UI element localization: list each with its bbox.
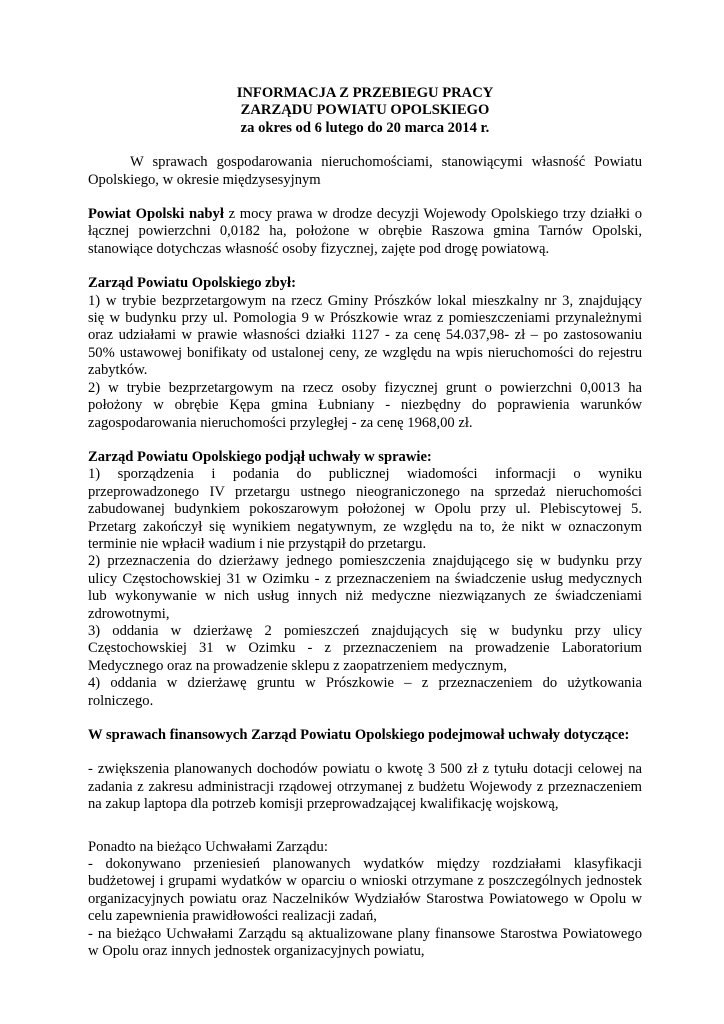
uchwaly-item-1-line-2: przeprowadzonego IV przetargu ustnego nieograniczonego na sprzedaż nieruchomości xyxy=(88,483,642,500)
ponadto-item-1-line-1: - dokonywano przeniesień planowanych wydatków między rozdziałami klasyfikacji xyxy=(88,856,642,873)
uchwaly-item-1-line-1: 1) sporządzenia i podania do publicznej wiadomości informacji o wyniku xyxy=(88,466,642,483)
uchwaly-item-1-line-4: Przetarg zakończył się wynikiem negatywnym, ze względu na to, że nikt w oznaczonym xyxy=(88,518,642,535)
nabyl-line-1 xyxy=(88,206,642,223)
finanse-line-1: - zwiększenia planowanych dochodów powiatu o kwotę 3 500 zł z tytułu dotacji celowej na xyxy=(88,761,642,778)
zbyl-item-2-line-3: zagospodarowania nieruchomości przyległej - za cenę 1968,00 zł. xyxy=(88,414,473,431)
nabyl-line-2: łącznej powierzchni 0,0182 ha, położone w obrębie Raszowa gmina Tarnów Opolski, xyxy=(88,223,642,240)
uchwaly-item-2-line-3: lub wykonywanie w nich usług innych niż medyczne niezwiązanych ze świadczeniami xyxy=(88,588,642,605)
zbyl-item-1-line-3: oraz udziałami w prawie własności działki 1127 - za cenę 54.037,98- zł – po zastosowaniu xyxy=(88,327,642,344)
ponadto-item-1-line-2: budżetowej i grupami wydatków w oparciu o wnioski otrzymane z poszczególnych jednostek xyxy=(88,873,642,890)
zbyl-item-1-line-4: 50% ustawowej bonifikaty od ustalonej ceny, ze względu na wpis nieruchomości do rejestru xyxy=(88,344,642,361)
nabyl-paragraph xyxy=(88,206,642,258)
ponadto-item-1-line-3: organizacyjnych powiatu oraz Naczelników Wydziałów Starostwa Powiatowego w Opolu w xyxy=(88,890,642,907)
zbyl-item-1-line-2: się w budynku przy ul. Pomologia 9 w Prószkowie wraz z pomieszczeniami przynależnymi xyxy=(88,310,642,327)
uchwaly-item-2-line-4: zdrowotnymi, xyxy=(88,605,170,622)
zbyl-item-2-line-1: 2) w trybie bezprzetargowym na rzecz osoby fizycznej grunt o powierzchni 0,0013 ha xyxy=(88,379,642,396)
uchwaly-item-1-line-3: zabudowanej budynkiem pokoszarowym położonej w Opolu przy ul. Plebiscytowej 5. xyxy=(88,501,642,518)
uchwaly-section xyxy=(88,449,642,710)
zbyl-item-1-line-5: zabytków. xyxy=(88,362,148,379)
uchwaly-item-2-line-2: ulicy Częstochowskiej 31 w Ozimku - z przeznaczeniem na świadczenie usług medycznych xyxy=(88,570,642,587)
uchwaly-heading: Zarząd Powiatu Opolskiego podjął uchwały w sprawie: xyxy=(88,448,432,465)
title-line-3: za okres od 6 lutego do 20 marca 2014 r. xyxy=(240,119,490,136)
intro-paragraph xyxy=(88,154,642,189)
document-title xyxy=(88,85,642,137)
title-line-2: ZARZĄDU POWIATU OPOLSKIEGO xyxy=(240,102,490,119)
title-line-1: INFORMACJA Z PRZEBIEGU PRACY xyxy=(236,85,494,101)
uchwaly-item-3-line-3: Medycznego oraz na prowadzenie sklepu z zaopatrzeniem medycznym, xyxy=(88,657,507,674)
uchwaly-item-4-line-1: 4) oddania w dzierżawę gruntu w Prószkowie – z przeznaczeniem do użytkowania xyxy=(88,675,642,692)
uchwaly-item-2-line-1: 2) przeznaczenia do dzierżawy jednego pomieszczenia znajdującego się w budynku przy xyxy=(88,553,642,570)
uchwaly-item-3-line-1: 3) oddania w dzierżawę 2 pomieszczeń znajdujących się w budynku przy ulicy xyxy=(88,622,642,639)
ponadto-item-2-line-2: w Opolu oraz innych jednostek organizacyjnych powiatu, xyxy=(88,943,425,960)
zbyl-section xyxy=(88,275,642,432)
document-body xyxy=(88,85,642,960)
uchwaly-item-4-line-2: rolniczego. xyxy=(88,692,154,709)
finanse-line-3: na zakup laptopa dla potrzeb komisji przeprowadzającej kwalifikację wojskową, xyxy=(88,796,559,813)
ponadto-item-2-line-1: - na bieżąco Uchwałami Zarządu są aktualizowane plany finansowe Starostwa Powiatowego xyxy=(88,925,642,942)
uchwaly-item-1-line-5: terminie nie wpłacił wadium i nie przystąpił do przetargu. xyxy=(88,535,427,552)
zbyl-item-1-line-1: 1) w trybie bezprzetargowym na rzecz Gminy Prószków lokal mieszkalny nr 3, znajdujący xyxy=(88,292,642,309)
intro-line-1: W sprawach gospodarowania nieruchomościami, stanowiącymi własność Powiatu xyxy=(130,154,642,171)
finanse-line-2: zadania z zakresu administracji rządowej otrzymanej z budżetu Wojewody z przeznaczeniem xyxy=(88,778,642,795)
uchwaly-item-3-line-2: Częstochowskiej 31 w Ozimku - z przeznaczeniem na prowadzenie Laboratorium xyxy=(88,640,642,657)
ponadto-section xyxy=(88,839,642,961)
zbyl-item-2-line-2: położony w obrębie Kępa gmina Łubniany - niezbędny do poprawienia warunków xyxy=(88,397,642,414)
nabyl-line-1-rest: z mocy prawa w drodze decyzji Wojewody Opolskiego trzy działki o xyxy=(223,206,643,223)
finanse-section xyxy=(88,727,642,814)
nabyl-line-3: stanowiące dotychczas własność osoby fizycznej, zajęte pod drogę powiatową. xyxy=(88,240,550,257)
intro-line-2: Opolskiego, w okresie międzysesyjnym xyxy=(88,171,321,188)
ponadto-intro: Ponadto na bieżąco Uchwałami Zarządu: xyxy=(88,838,328,855)
finanse-heading: W sprawach finansowych Zarząd Powiatu Opolskiego podejmował uchwały dotyczące: xyxy=(88,727,630,743)
nabyl-lead: Powiat Opolski nabył xyxy=(88,206,224,223)
zbyl-heading: Zarząd Powiatu Opolskiego zbył: xyxy=(88,275,296,292)
ponadto-item-1-line-4: celu zapewnienia prawidłowości realizacji zadań, xyxy=(88,908,377,925)
